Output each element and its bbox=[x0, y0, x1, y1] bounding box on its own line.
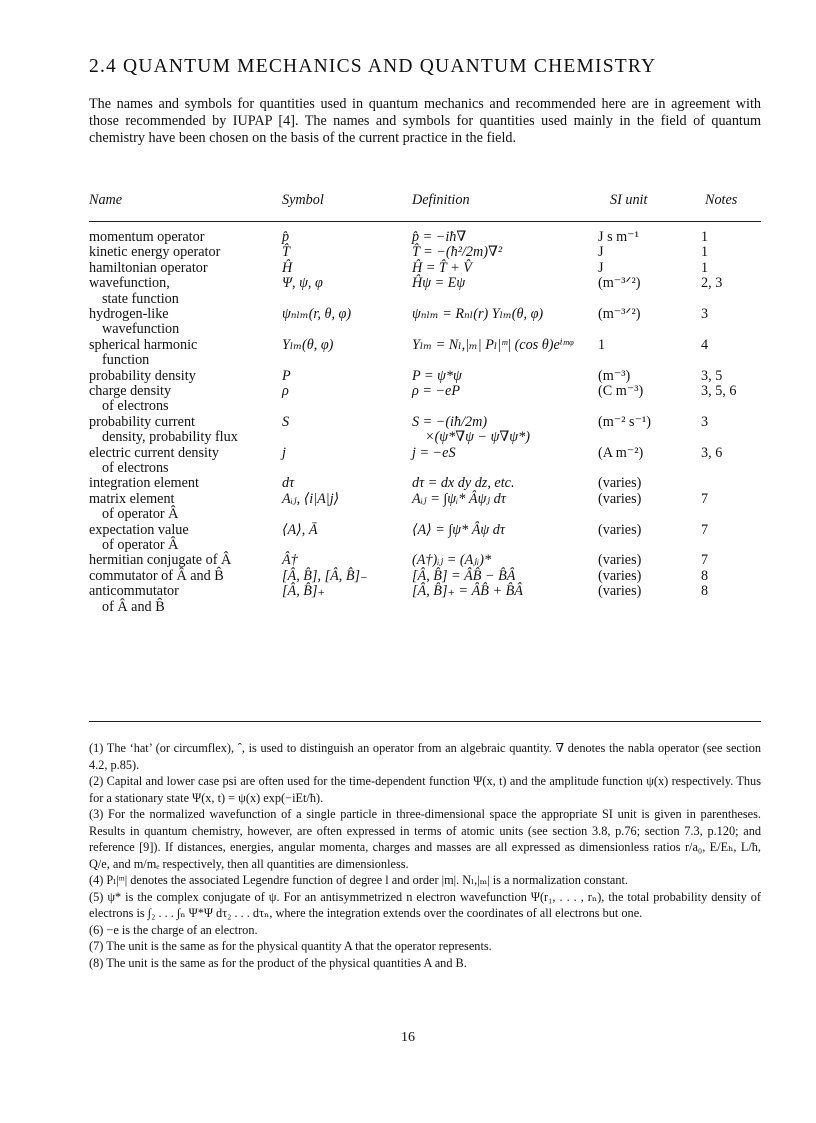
notes-cell: 8 bbox=[701, 583, 709, 600]
notes-cell: 3, 6 bbox=[701, 444, 723, 461]
definition-cell bbox=[412, 338, 573, 353]
definition-cell-line: P = ψ*ψ bbox=[412, 367, 462, 384]
symbol-cell bbox=[282, 415, 289, 430]
definition-cell-line: j = −eS bbox=[412, 444, 456, 461]
name-cell-line: of electrons bbox=[102, 459, 169, 476]
name-cell bbox=[89, 523, 189, 554]
name-cell bbox=[89, 584, 179, 615]
definition-cell bbox=[412, 569, 515, 584]
name-cell-line: hermitian conjugate of Â bbox=[89, 552, 232, 569]
notes-cell: 8 bbox=[701, 567, 709, 584]
definition-cell-line: ρ = −eP bbox=[412, 382, 461, 399]
definition-cell bbox=[412, 276, 465, 291]
unit-cell bbox=[598, 415, 651, 430]
header-si-unit: SI unit bbox=[610, 192, 648, 208]
unit-cell bbox=[598, 338, 605, 353]
name-cell bbox=[89, 569, 224, 584]
table-row bbox=[0, 307, 816, 338]
name-cell-line: state function bbox=[102, 290, 179, 307]
footnote: (8) The unit is the same as for the product of the physical quantities A and B. bbox=[89, 955, 467, 970]
definition-cell bbox=[412, 415, 530, 446]
table-row bbox=[0, 476, 816, 491]
definition-cell bbox=[412, 369, 462, 384]
symbol-cell bbox=[282, 446, 286, 461]
page-number: 16 bbox=[401, 1030, 415, 1045]
name-cell-line: kinetic energy operator bbox=[89, 244, 221, 261]
symbol-cell-line: dτ bbox=[282, 475, 295, 492]
footnote: (6) −e is the charge of an electron. bbox=[89, 922, 258, 937]
definition-cell-line: [Â, B̂]₊ = ÂB̂ + B̂Â bbox=[412, 583, 523, 600]
unit-cell bbox=[598, 446, 643, 461]
table-row bbox=[0, 569, 816, 584]
symbol-cell-line: Â† bbox=[282, 552, 298, 569]
symbol-cell bbox=[282, 492, 339, 507]
symbol-cell-line: j bbox=[282, 444, 286, 461]
unit-cell bbox=[598, 492, 641, 507]
unit-cell-line: (varies) bbox=[598, 567, 642, 584]
header-symbol: Symbol bbox=[282, 192, 324, 208]
symbol-cell-line: p̂ bbox=[282, 229, 290, 245]
definition-cell bbox=[412, 446, 456, 461]
table-row bbox=[0, 553, 816, 568]
symbol-cell-line: Ĥ bbox=[282, 259, 293, 276]
name-cell bbox=[89, 261, 208, 276]
footnote: (3) For the normalized wavefunction of a single particle in three-dimensional space the appropriate SI unit is given in parentheses. Results in quantum chemistry, however, are often expressed in terms of atomic units (see section 3.8, p.76; section 7.3, p.120; and reference [9]). If distances, energies, angular momenta, charges and masses are all expressed as dimensionless ratios r/a₀, E/Eₕ, L/ħ, Q/e, and m/mₑ respectively, then all quantities are dimensionless. bbox=[89, 807, 761, 871]
definition-cell-line: dτ = dx dy dz, etc. bbox=[412, 475, 515, 492]
symbol-cell-line: ⟨A⟩, Ā bbox=[282, 521, 318, 538]
notes-cell: 3, 5 bbox=[701, 367, 723, 384]
table-row bbox=[0, 230, 816, 245]
name-cell-line: hamiltonian operator bbox=[89, 259, 208, 276]
unit-cell-line: (varies) bbox=[598, 521, 642, 538]
notes-cell: 2, 3 bbox=[701, 275, 723, 292]
definition-cell-line: ψₙₗₘ = Rₙₗ(r) Yₗₘ(θ, φ) bbox=[412, 305, 544, 322]
symbol-cell-line: [Â, B̂], [Â, B̂]₋ bbox=[282, 567, 368, 584]
symbol-cell bbox=[282, 384, 289, 399]
unit-cell-line: (m⁻³ᐟ²) bbox=[598, 275, 641, 292]
symbol-cell bbox=[282, 523, 318, 538]
definition-cell-line: Ĥ = T̂ + V̂ bbox=[412, 259, 472, 276]
name-cell bbox=[89, 276, 179, 307]
table-row bbox=[0, 369, 816, 384]
symbol-cell-line: S bbox=[282, 413, 290, 430]
symbol-cell bbox=[282, 245, 290, 260]
symbol-cell bbox=[282, 338, 333, 353]
definition-cell bbox=[412, 384, 460, 399]
unit-cell-line: J bbox=[598, 244, 604, 261]
unit-cell-line: (varies) bbox=[598, 475, 642, 492]
footnote: (2) Capital and lower case psi are often used for the time-dependent function Ψ(x, t) and the amplitude function ψ(x) respectively. Thus for a stationary state Ψ(x, t) = ψ(x) exp(−iEt/ħ). bbox=[89, 774, 761, 805]
notes-cell: 7 bbox=[701, 521, 709, 538]
name-cell bbox=[89, 245, 220, 260]
unit-cell-line: J bbox=[598, 259, 604, 276]
unit-cell bbox=[598, 476, 641, 491]
symbol-cell bbox=[282, 307, 351, 322]
header-notes: Notes bbox=[705, 192, 738, 208]
table-row bbox=[0, 261, 816, 276]
symbol-cell-line: ψₙₗₘ(r, θ, φ) bbox=[282, 305, 352, 322]
unit-cell bbox=[598, 261, 604, 276]
definition-cell-line: Aᵢⱼ = ∫ψᵢ* Âψⱼ dτ bbox=[412, 490, 506, 507]
name-cell-line: of electrons bbox=[102, 398, 169, 415]
definition-cell-line: p̂ = −iħ∇ bbox=[412, 229, 467, 245]
definition-cell bbox=[412, 492, 506, 507]
table-row bbox=[0, 415, 816, 446]
notes-cell: 1 bbox=[701, 244, 709, 261]
symbol-cell bbox=[282, 584, 325, 599]
table-row bbox=[0, 492, 816, 523]
name-cell-line: probability current bbox=[89, 413, 195, 430]
symbol-cell bbox=[282, 553, 298, 568]
symbol-cell-line: [Â, B̂]₊ bbox=[282, 583, 325, 600]
name-cell-line: integration element bbox=[89, 475, 199, 492]
notes-cell: 7 bbox=[701, 490, 709, 507]
footnote: (4) Pₗ|ᵐ| denotes the associated Legendre function of degree l and order |m|. Nₗ,|ₘ| is a normalization constant. bbox=[89, 873, 628, 887]
notes-cell: 7 bbox=[701, 552, 709, 569]
unit-cell bbox=[598, 307, 641, 322]
symbol-cell-line: Aᵢⱼ, ⟨i|A|j⟩ bbox=[282, 490, 340, 507]
definition-cell bbox=[412, 553, 491, 568]
name-cell-line: hydrogen-like bbox=[89, 305, 169, 322]
name-cell-line: spherical harmonic bbox=[89, 336, 198, 353]
table-row bbox=[0, 276, 816, 307]
name-cell-line: electric current density bbox=[89, 444, 219, 461]
name-cell bbox=[89, 415, 238, 446]
symbol-cell-line: T̂ bbox=[282, 244, 290, 261]
table-row bbox=[0, 384, 816, 415]
table-bottom-rule bbox=[89, 721, 761, 722]
unit-cell-line: (m⁻² s⁻¹) bbox=[598, 413, 652, 430]
name-cell-line: of operator Â bbox=[102, 536, 179, 553]
unit-cell-line: (varies) bbox=[598, 583, 642, 600]
symbol-cell-line: Ψ, ψ, φ bbox=[282, 275, 323, 292]
name-cell-line: probability density bbox=[89, 367, 196, 384]
name-cell bbox=[89, 230, 204, 245]
unit-cell bbox=[598, 584, 641, 599]
unit-cell-line: J s m⁻¹ bbox=[598, 229, 639, 245]
table-row bbox=[0, 245, 816, 260]
name-cell bbox=[89, 492, 178, 523]
unit-cell-line: (m⁻³) bbox=[598, 367, 631, 384]
definition-cell-line: (A†)ᵢⱼ = (Aⱼᵢ)* bbox=[412, 552, 492, 569]
name-cell-line: momentum operator bbox=[89, 229, 205, 245]
table-header bbox=[0, 192, 816, 212]
notes-cell: 3 bbox=[701, 413, 709, 430]
definition-cell-line: T̂ = −(ħ²/2m)∇² bbox=[412, 244, 503, 261]
definition-cell bbox=[412, 261, 472, 276]
header-name: Name bbox=[89, 192, 123, 208]
name-cell bbox=[89, 369, 196, 384]
symbol-cell-line: ρ bbox=[282, 382, 289, 399]
symbol-cell bbox=[282, 261, 292, 276]
footnote: (7) The unit is the same as for the physical quantity A that the operator represents. bbox=[89, 939, 492, 953]
symbol-cell bbox=[282, 276, 323, 291]
definition-cell bbox=[412, 245, 502, 260]
name-cell bbox=[89, 384, 171, 415]
unit-cell-line: 1 bbox=[598, 336, 606, 353]
unit-cell bbox=[598, 569, 641, 584]
unit-cell bbox=[598, 523, 641, 538]
definition-cell bbox=[412, 584, 523, 599]
name-cell-line: anticommutator bbox=[89, 583, 179, 600]
notes-cell: 1 bbox=[701, 229, 709, 245]
definition-cell bbox=[412, 307, 543, 322]
definition-cell-line: Yₗₘ = Nₗ,|ₘ| Pₗ|ᵐ| (cos θ)eⁱᵐᵠ bbox=[412, 336, 573, 353]
name-cell-line: commutator of Â and B̂ bbox=[89, 567, 224, 584]
name-cell-line: charge density bbox=[89, 382, 172, 399]
name-cell bbox=[89, 476, 199, 491]
symbol-cell bbox=[282, 569, 368, 584]
definition-cell-line: [Â, B̂] = ÂB̂ − B̂Â bbox=[412, 567, 516, 584]
name-cell bbox=[89, 446, 219, 477]
unit-cell bbox=[598, 230, 639, 245]
section-title: 2.4 QUANTUM MECHANICS AND QUANTUM CHEMISTRY bbox=[89, 56, 657, 77]
unit-cell-line: (A m⁻²) bbox=[598, 444, 644, 461]
unit-cell-line: (varies) bbox=[598, 490, 642, 507]
name-cell bbox=[89, 307, 179, 338]
notes-cell: 3, 5, 6 bbox=[701, 382, 737, 399]
definition-cell-line: Ĥψ = Eψ bbox=[412, 275, 466, 292]
table-body bbox=[0, 230, 816, 615]
name-cell-line: expectation value bbox=[89, 521, 189, 538]
symbol-cell bbox=[282, 476, 294, 491]
unit-cell bbox=[598, 553, 641, 568]
unit-cell bbox=[598, 245, 604, 260]
intro-paragraph: The names and symbols for quantities used in quantum mechanics and recommended here are in agreement with those recommended by IUPAP [4]. The names and symbols for quantities used mainly in the field of quantum chemistry have been chosen on the basis of the current practice in the field. bbox=[89, 96, 761, 147]
notes-cell: 3 bbox=[701, 305, 709, 322]
footnotes bbox=[89, 740, 761, 971]
name-cell-line: of Â and B̂ bbox=[102, 598, 165, 615]
name-cell-line: matrix element bbox=[89, 490, 175, 507]
symbol-cell-line: Yₗₘ(θ, φ) bbox=[282, 336, 334, 353]
definition-cell-line: S = −(iħ/2m) bbox=[412, 413, 488, 430]
definition-cell bbox=[412, 523, 505, 538]
table-row bbox=[0, 523, 816, 554]
table-row bbox=[0, 446, 816, 477]
name-cell-line: of operator Â bbox=[102, 506, 179, 523]
unit-cell bbox=[598, 276, 641, 291]
footnote: (1) The ‘hat’ (or circumflex), ˆ, is used to distinguish an operator from an algebraic quantity. ∇ denotes the nabla operator (see section 4.2, p.85). bbox=[89, 741, 761, 772]
symbol-cell-line: P bbox=[282, 367, 291, 384]
name-cell-line: wavefunction bbox=[102, 321, 180, 338]
notes-cell: 1 bbox=[701, 259, 709, 276]
name-cell-line: density, probability flux bbox=[102, 429, 238, 446]
definition-cell bbox=[412, 476, 515, 491]
table-row bbox=[0, 338, 816, 369]
table-row bbox=[0, 584, 816, 615]
name-cell-line: wavefunction, bbox=[89, 275, 170, 292]
symbol-cell bbox=[282, 369, 291, 384]
table-top-rule bbox=[89, 221, 761, 222]
unit-cell-line: (varies) bbox=[598, 552, 642, 569]
unit-cell-line: (C m⁻³) bbox=[598, 382, 644, 399]
header-definition: Definition bbox=[412, 192, 470, 208]
definition-cell-line: ×(ψ*∇ψ − ψ∇ψ*) bbox=[425, 429, 530, 446]
definition-cell-line: ⟨A⟩ = ∫ψ* Âψ dτ bbox=[412, 521, 505, 538]
notes-cell: 4 bbox=[701, 336, 709, 353]
unit-cell bbox=[598, 384, 643, 399]
unit-cell-line: (m⁻³ᐟ²) bbox=[598, 305, 641, 322]
name-cell-line: function bbox=[102, 352, 150, 369]
name-cell bbox=[89, 553, 231, 568]
name-cell bbox=[89, 338, 197, 369]
unit-cell bbox=[598, 369, 630, 384]
footnote: (5) ψ* is the complex conjugate of ψ. For an antisymmetrized n electron wavefunction Ψ(r₁, . . . , rₙ), the total probability density of electrons is ∫₂ . . . ∫ₙ Ψ*Ψ dτ₂ . . . dτₙ, where the integration extends over the coordinates of all electrons but one. bbox=[89, 889, 761, 920]
